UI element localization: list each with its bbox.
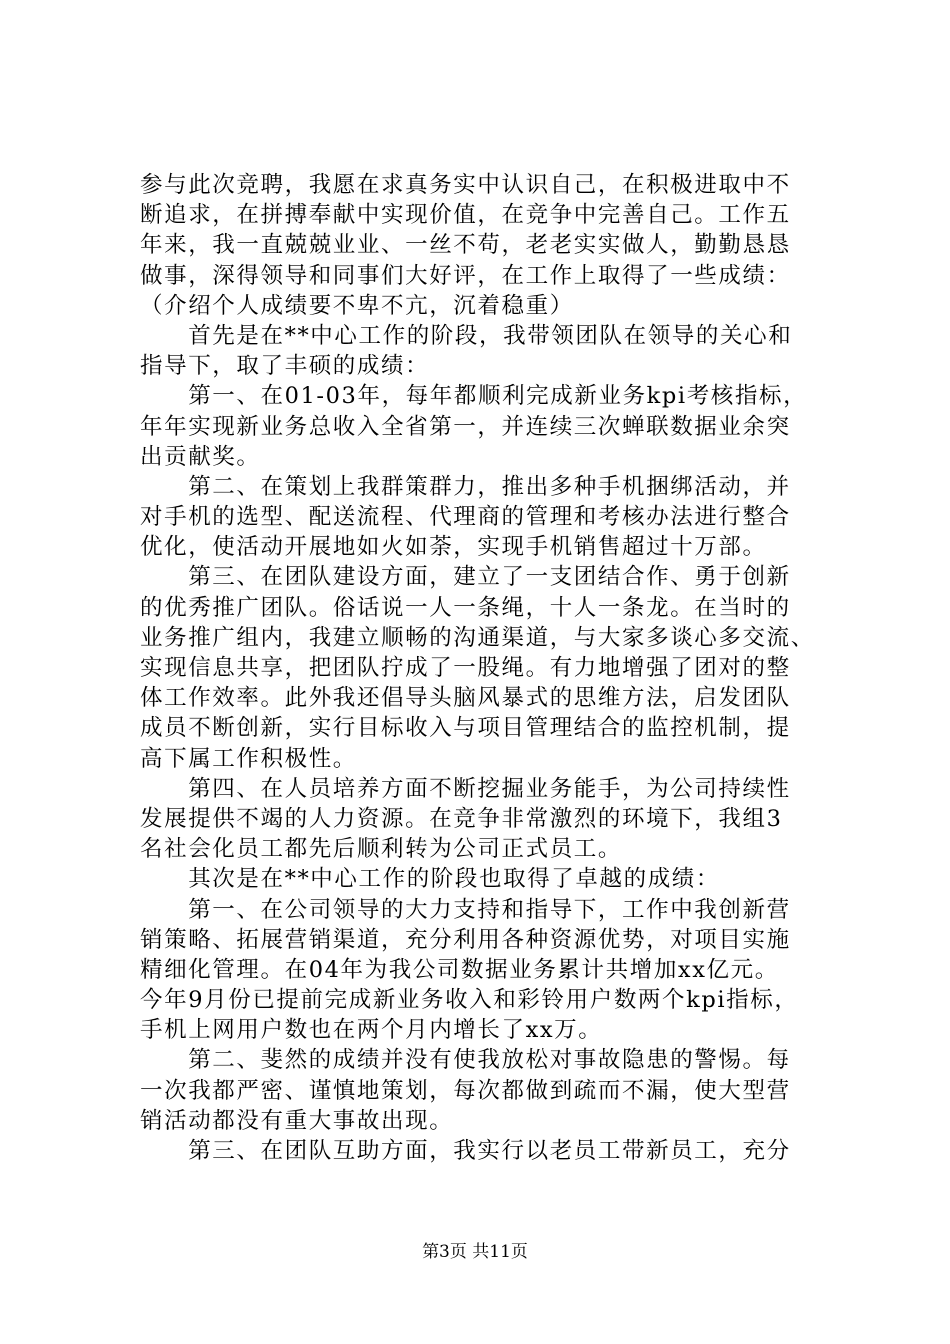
text-line: 第一、在01-03年，每年都顺利完成新业务kpi考核指标，	[140, 383, 808, 410]
text-line: 对手机的选型、配送流程、代理商的管理和考核办法进行整合	[140, 504, 791, 531]
text-line: 的优秀推广团队。俗话说一人一条绳，十人一条龙。在当时的	[140, 594, 791, 621]
text-line: 第三、在团队建设方面，建立了一支团结合作、勇于创新	[140, 564, 791, 591]
text-line: 首先是在**中心工作的阶段，我带领团队在领导的关心和	[140, 322, 793, 349]
text-line: 年年实现新业务总收入全省第一，并连续三次蝉联数据业余突	[140, 413, 791, 440]
text-line: 其次是在**中心工作的阶段也取得了卓越的成绩：	[140, 866, 721, 893]
text-line: 发展提供不竭的人力资源。在竞争非常激烈的环境下，我组3	[140, 805, 783, 832]
text-line: 第二、在策划上我群策群力，推出多种手机捆绑活动，并	[140, 473, 791, 500]
text-line: 年来，我一直兢兢业业、一丝不苟，老老实实做人，勤勤恳恳	[140, 232, 791, 259]
text-line: 体工作效率。此外我还倡导头脑风暴式的思维方法，启发团队	[140, 685, 791, 712]
text-line: 销策略、拓展营销渠道，充分利用各种资源优势，对项目实施	[140, 926, 791, 953]
text-line: 出贡献奖。	[140, 443, 261, 470]
text-line: 指导下，取了丰硕的成绩：	[140, 353, 430, 380]
text-line: 业务推广组内，我建立顺畅的沟通渠道，与大家多谈心多交流、	[140, 624, 815, 651]
text-line: 参与此次竞聘，我愿在求真务实中认识自己，在积极进取中不	[140, 172, 791, 198]
text-line: 今年9月份已提前完成新业务收入和彩铃用户数两个kpi指标，	[140, 987, 799, 1014]
text-line: 高下属工作积极性。	[140, 745, 357, 772]
text-line: （介绍个人成绩要不卑不亢，沉着稳重）	[140, 292, 574, 319]
text-line: 实现信息共享，把团队拧成了一股绳。有力地增强了团对的整	[140, 655, 791, 681]
text-line: 优化，使活动开展地如火如荼，实现手机销售超过十万部。	[140, 534, 767, 561]
text-line: 成员不断创新，实行目标收入与项目管理结合的监控机制，提	[140, 715, 791, 742]
text-line: 一次我都严密、谨慎地策划，每次都做到疏而不漏，使大型营	[140, 1077, 791, 1104]
text-line: 精细化管理。在04年为我公司数据业务累计共增加xx亿元。	[140, 956, 779, 983]
text-line: 手机上网用户数也在两个月内增长了xx万。	[140, 1017, 603, 1044]
text-line: 第二、斐然的成绩并没有使我放松对事故隐患的警惕。每	[140, 1047, 791, 1074]
text-line: 第四、在人员培养方面不断挖掘业务能手，为公司持续性	[140, 775, 791, 802]
text-line: 第三、在团队互助方面，我实行以老员工带新员工，充分	[140, 1138, 791, 1164]
body-text	[140, 170, 840, 1166]
text-line: 第一、在公司领导的大力支持和指导下，工作中我创新营	[140, 896, 791, 923]
text-line: 销活动都没有重大事故出现。	[140, 1107, 454, 1134]
text-line: 名社会化员工都先后顺利转为公司正式员工。	[140, 836, 623, 863]
text-line: 断追求，在拼搏奉献中实现价值，在竞争中完善自己。工作五	[140, 202, 791, 229]
page-number-footer: 第3页 共11页	[422, 1242, 528, 1262]
text-line: 做事，深得领导和同事们大好评，在工作上取得了一些成绩：	[140, 262, 791, 289]
